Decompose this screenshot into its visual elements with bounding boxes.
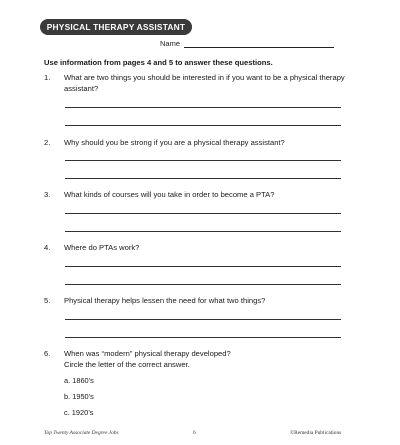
footer-publisher: ©Remedia Publications bbox=[290, 430, 342, 436]
name-label: Name bbox=[160, 39, 181, 48]
question-3 bbox=[44, 189, 364, 200]
question-text: When was “modern” physical therapy developed? bbox=[64, 349, 231, 358]
answer-option-c[interactable]: c. 1920’s bbox=[64, 408, 94, 417]
question-text: What kinds of courses will you take in order to become a PTA? bbox=[64, 190, 275, 199]
answer-option-a[interactable]: a. 1860’s bbox=[64, 376, 94, 385]
question-subtext: Circle the letter of the correct answer. bbox=[64, 360, 190, 369]
answer-line[interactable] bbox=[65, 284, 341, 285]
question-number: 3. bbox=[44, 190, 51, 199]
question-number: 1. bbox=[44, 73, 51, 82]
question-number: 6. bbox=[44, 349, 51, 358]
question-2 bbox=[44, 137, 364, 148]
question-text: Where do PTAs work? bbox=[64, 243, 140, 252]
question-4 bbox=[44, 242, 364, 253]
question-number: 5. bbox=[44, 296, 51, 305]
answer-line[interactable] bbox=[65, 231, 341, 232]
answer-option-b[interactable]: b. 1950’s bbox=[64, 392, 94, 401]
answer-line[interactable] bbox=[65, 337, 341, 338]
answer-line[interactable] bbox=[65, 107, 341, 108]
question-1 bbox=[44, 72, 364, 94]
answer-line[interactable] bbox=[65, 213, 341, 214]
name-field[interactable] bbox=[160, 39, 334, 48]
question-text: Physical therapy helps lessen the need for what two things? bbox=[64, 296, 266, 305]
worksheet-title: PHYSICAL THERAPY ASSISTANT bbox=[40, 19, 192, 35]
answer-line[interactable] bbox=[65, 266, 341, 267]
question-6 bbox=[44, 348, 364, 370]
question-text: Why should you be strong if you are a physical therapy assistant? bbox=[64, 138, 285, 147]
instructions: Use information from pages 4 and 5 to answer these questions. bbox=[44, 58, 273, 67]
footer-book-title: Top Twenty Associate Degree Jobs bbox=[44, 430, 119, 436]
answer-line[interactable] bbox=[65, 125, 341, 126]
name-answer-line[interactable] bbox=[184, 39, 334, 48]
answer-line[interactable] bbox=[65, 178, 341, 179]
answer-line[interactable] bbox=[65, 319, 341, 320]
question-number: 4. bbox=[44, 243, 51, 252]
question-number: 2. bbox=[44, 138, 51, 147]
answer-line[interactable] bbox=[65, 160, 341, 161]
question-text: What are two things you should be interested in if you want to be a physical therapy assistant? bbox=[64, 73, 345, 93]
footer-page-number: 6 bbox=[193, 430, 196, 436]
question-5 bbox=[44, 295, 364, 306]
